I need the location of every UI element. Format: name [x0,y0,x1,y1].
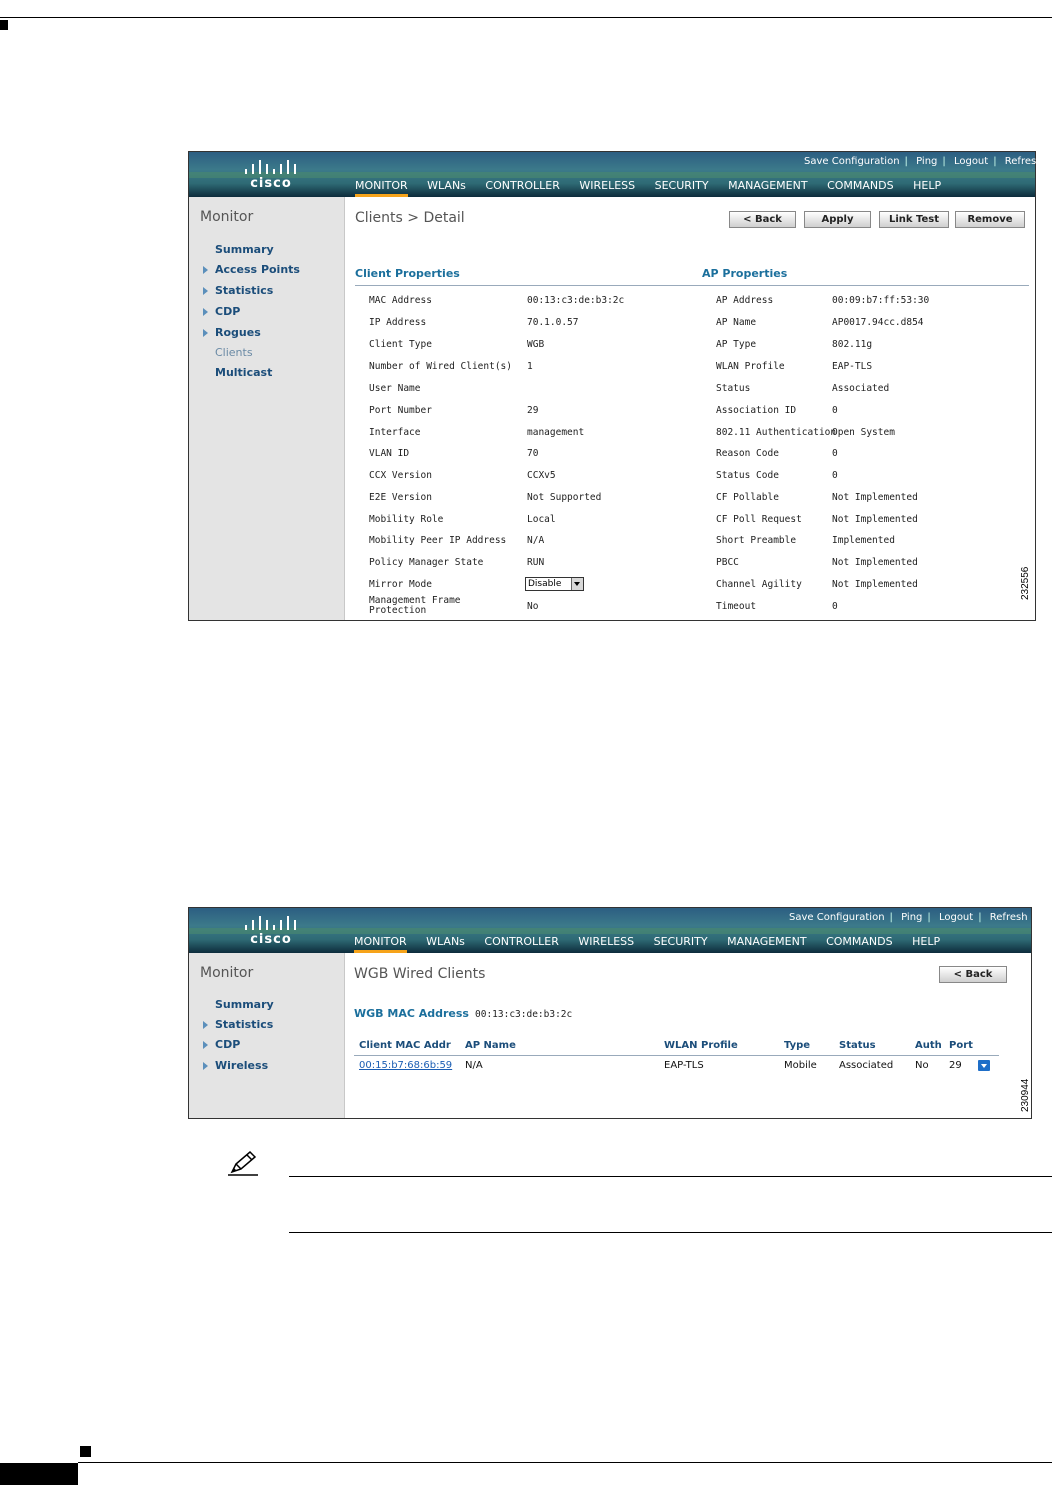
tab-security[interactable]: SECURITY [653,935,708,948]
note-top-rule [289,1176,1052,1177]
client-property-label: Interface [369,427,421,438]
tab-monitor[interactable]: MONITOR [354,935,407,953]
client-property-label: CCX Version [369,470,432,481]
column-header: Type [784,1040,811,1051]
figure-number: 230944 [1020,1078,1031,1112]
client-mac-link[interactable]: 00:15:b7:68:6b:59 [359,1060,453,1071]
back-button[interactable]: < Back [729,211,796,228]
remove-button[interactable]: Remove [955,211,1025,228]
expand-arrow-icon[interactable] [203,1041,208,1049]
client-property-value: WGB [527,339,545,350]
screenshot-wgb-wired-clients [188,907,1032,1119]
sidebar-item-rogues[interactable]: Rogues [215,326,261,339]
top-links: Save Configuration | Ping | Logout | Refresh [804,156,1043,167]
page-title: Clients > Detail [355,210,465,226]
row-dropdown-icon[interactable] [978,1060,990,1071]
refresh-link[interactable]: Refresh [1004,156,1043,167]
ap-property-value: Not Implemented [832,492,918,503]
port-cell: 29 [949,1060,962,1071]
column-header: Auth [915,1040,942,1051]
table-divider [354,1055,999,1056]
tab-help[interactable]: HELP [913,179,942,192]
expand-arrow-icon[interactable] [203,329,208,337]
column-header: Status [839,1040,876,1051]
sidebar-item-summary[interactable]: Summary [215,998,274,1011]
cisco-wordmark: cisco [250,932,292,947]
ap-property-value: 00:09:b7:ff:53:30 [832,295,930,306]
client-property-label: E2E Version [369,492,432,503]
client-property-label: VLAN ID [369,448,410,459]
ap-name-cell: N/A [465,1060,483,1071]
sidebar-item-clients[interactable]: Clients [215,346,253,359]
tab-wireless[interactable]: WIRELESS [579,179,636,192]
tab-controller[interactable]: CONTROLLER [484,935,559,948]
cisco-wordmark: cisco [250,176,292,191]
client-property-label: Mobility Peer IP Address [369,535,507,546]
client-property-value: 70.1.0.57 [527,317,579,328]
client-property-value: 00:13:c3:de:b3:2c [527,295,625,306]
ap-property-label: Channel Agility [716,579,802,590]
tab-commands[interactable]: COMMANDS [827,179,894,192]
tab-wlans[interactable]: WLANs [426,935,465,948]
sidebar-title: Monitor [200,209,254,225]
ap-property-value: Implemented [832,535,895,546]
client-property-value: 70 [527,448,539,459]
tab-controller[interactable]: CONTROLLER [485,179,560,192]
ap-property-label: Association ID [716,405,797,416]
tab-management[interactable]: MANAGEMENT [728,179,808,192]
client-property-value: management [527,427,585,438]
tab-wlans[interactable]: WLANs [427,179,466,192]
type-cell: Mobile [784,1060,817,1071]
auth-cell: No [915,1060,929,1071]
expand-arrow-icon[interactable] [203,1062,208,1070]
client-property-label: Mirror Mode [369,579,432,590]
ap-property-value: Not Implemented [832,557,918,568]
column-header: Port [949,1040,973,1051]
expand-arrow-icon[interactable] [203,308,208,316]
sidebar-item-statistics[interactable]: Statistics [215,284,274,297]
ap-property-value: 0 [832,601,838,612]
main-nav [355,179,957,192]
apply-button[interactable]: Apply [804,211,871,228]
client-property-value: N/A [527,535,545,546]
header-banner [189,152,1043,197]
ap-property-value: Not Implemented [832,514,918,525]
page-top-rule [0,17,1052,18]
client-property-value: 29 [527,405,539,416]
client-property-label: Policy Manager State [369,557,484,568]
ap-property-label: Timeout [716,601,757,612]
page-corner-mark [0,20,8,30]
sidebar-item-summary[interactable]: Summary [215,243,274,256]
sidebar [189,197,345,620]
client-property-value: 1 [527,361,533,372]
status-cell: Associated [839,1060,894,1071]
back-button[interactable]: < Back [939,966,1007,983]
ap-property-label: 802.11 Authentication [716,427,837,438]
client-property-label: Mobility Role [369,514,444,525]
pencil-note-icon [228,1150,258,1176]
sidebar-item-statistics[interactable]: Statistics [215,1018,274,1031]
ap-property-label: Reason Code [716,448,779,459]
client-property-value: Not Supported [527,492,602,503]
ap-property-label: AP Address [716,295,774,306]
mirror-mode-select[interactable] [525,577,584,591]
sidebar-item-wireless[interactable]: Wireless [215,1059,269,1072]
sidebar-item-cdp[interactable]: CDP [215,1038,241,1051]
ap-properties-heading: AP Properties [702,267,788,280]
ap-property-label: Short Preamble [716,535,797,546]
column-header: Client MAC Addr [359,1040,451,1051]
column-header: WLAN Profile [664,1040,738,1051]
sidebar-item-multicast[interactable]: Multicast [215,366,273,379]
chevron-down-icon[interactable] [571,578,583,590]
client-property-label: IP Address [369,317,427,328]
ap-property-value: EAP-TLS [832,361,873,372]
ap-property-value: 0 [832,470,838,481]
page-number-tab [0,1463,78,1485]
wgb-mac-value: 00:13:c3:de:b3:2c [475,1009,573,1020]
note-bottom-rule [289,1232,1052,1233]
sidebar-item-access-points[interactable]: Access Points [215,263,300,276]
tab-wireless[interactable]: WIRELESS [578,935,635,948]
figure-number: 232556 [1020,566,1031,600]
ap-property-label: AP Type [716,339,757,350]
client-property-label: Management Frame Protection [369,595,461,616]
ap-property-value: Associated [832,383,890,394]
expand-arrow-icon[interactable] [203,287,208,295]
page-title: WGB Wired Clients [354,966,486,982]
wlan-profile-cell: EAP-TLS [664,1060,704,1071]
save-configuration-link[interactable]: Save Configuration [804,156,900,167]
ap-property-label: Status Code [716,470,779,481]
link-test-button[interactable]: Link Test [879,211,949,228]
column-header: AP Name [465,1040,516,1051]
ap-property-value: 0 [832,448,838,459]
logout-link[interactable]: Logout [953,156,989,167]
client-property-value: Local [527,514,556,525]
expand-arrow-icon[interactable] [203,1021,208,1029]
cisco-logo [241,912,301,948]
ap-property-label: AP Name [716,317,757,328]
page-corner-mark [80,1446,91,1457]
client-property-value: No [527,601,539,612]
ap-property-label: CF Pollable [716,492,779,503]
tab-monitor[interactable]: MONITOR [355,179,408,197]
client-property-label: Client Type [369,339,432,350]
screenshot-client-detail [188,151,1043,621]
header-banner [189,908,1031,953]
expand-arrow-icon[interactable] [203,266,208,274]
ap-property-label: CF Poll Request [716,514,802,525]
wgb-mac-label: WGB MAC Address [354,1007,469,1020]
tab-help[interactable]: HELP [912,935,941,948]
ap-property-label: PBCC [716,557,739,568]
save-configuration-link[interactable]: Save Configuration [789,912,885,923]
cisco-logo [241,156,301,192]
section-divider [355,285,1029,286]
refresh-link[interactable]: Refresh [989,912,1028,923]
client-property-value: RUN [527,557,545,568]
sidebar [189,953,345,1118]
client-property-label: MAC Address [369,295,432,306]
client-property-value: CCXv5 [527,470,556,481]
client-properties-heading: Client Properties [355,267,460,280]
ap-property-value: AP0017.94cc.d854 [832,317,924,328]
sidebar-title: Monitor [200,965,254,981]
ping-link[interactable]: Ping [901,912,923,923]
sidebar-item-cdp[interactable]: CDP [215,305,241,318]
ap-property-label: WLAN Profile [716,361,785,372]
top-links: Save Configuration | Ping | Logout | Refresh [789,912,1028,923]
logout-link[interactable]: Logout [938,912,974,923]
ap-property-value: 0 [832,405,838,416]
mirror-mode-value: Disable [528,579,562,589]
main-nav [354,935,956,948]
ap-property-value: Open System [832,427,895,438]
ap-property-value: Not Implemented [832,579,918,590]
client-property-label: Port Number [369,405,432,416]
ap-property-label: Status [716,383,751,394]
tab-security[interactable]: SECURITY [654,179,709,192]
tab-management[interactable]: MANAGEMENT [727,935,807,948]
ap-property-value: 802.11g [832,339,873,350]
tab-commands[interactable]: COMMANDS [826,935,893,948]
ping-link[interactable]: Ping [916,156,938,167]
page-bottom-rule [78,1462,1052,1463]
client-property-label: Number of Wired Client(s) [369,361,512,372]
client-property-label: User Name [369,383,421,394]
